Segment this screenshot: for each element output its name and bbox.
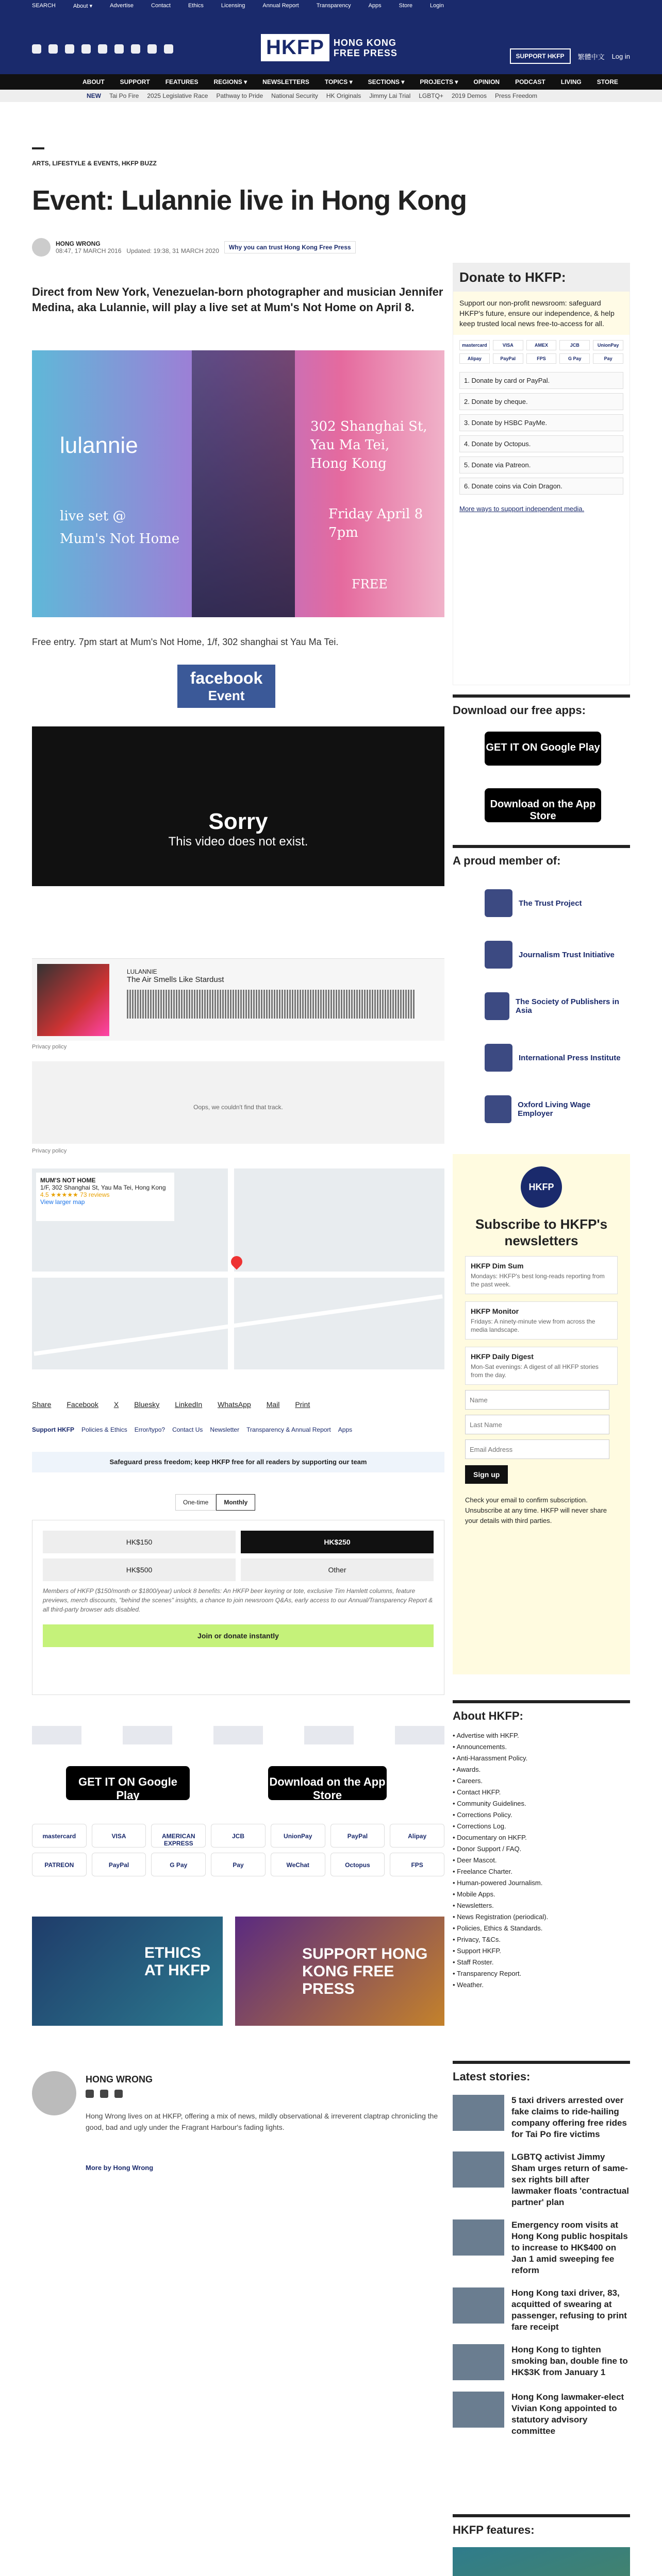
share-facebook[interactable]: Facebook xyxy=(67,1400,98,1409)
nav-features[interactable]: FEATURES xyxy=(165,78,198,86)
payment-logo: G Pay xyxy=(151,1853,206,1876)
login-link[interactable]: Login xyxy=(429,3,444,9)
poster-hour: 7pm xyxy=(328,525,358,540)
card-logo: Pay xyxy=(593,353,623,364)
member-ipi[interactable] xyxy=(485,1041,624,1075)
story-item[interactable] xyxy=(453,2095,630,2140)
story-item[interactable] xyxy=(453,2151,630,2208)
track-title[interactable]: The Air Smells Like Stardust xyxy=(127,975,224,984)
one-time-option[interactable]: One-time xyxy=(175,1494,216,1511)
newsletter-desc: Fridays: A ninety-minute view from across the media landscape. xyxy=(471,1318,595,1333)
event-label: Event xyxy=(208,688,245,703)
map-road xyxy=(228,1168,234,1369)
poster-free: FREE xyxy=(352,577,388,591)
card-logo: mastercard xyxy=(459,340,490,350)
donate-options xyxy=(453,369,630,502)
donate-option[interactable]: 3. Donate by HSBC PayMe. xyxy=(459,414,623,431)
jti-icon xyxy=(485,941,512,969)
app-store-button[interactable]: Download on the App Store xyxy=(268,1766,387,1800)
card-logo: PayPal xyxy=(493,353,523,364)
story-thumbnail xyxy=(453,2287,504,2324)
newsletter-desc: Mon-Sat evenings: A digest of all HKFP stories from the day. xyxy=(471,1363,599,1379)
amount-option-selected[interactable]: HK$250 xyxy=(241,1531,434,1553)
partner-logos xyxy=(32,1726,444,1747)
article-paragraph: Free entry. 7pm start at Mum's Not Home, 1/f, 302 shanghai st Yau Ma Tei. xyxy=(32,637,339,647)
soundcloud-embed[interactable] xyxy=(32,958,444,1041)
store-link[interactable]: Store xyxy=(399,3,412,9)
trending-item[interactable]: Tai Po Fire xyxy=(109,92,139,99)
about-item[interactable]: • News Registration (periodical). xyxy=(453,1911,630,1923)
more-by-author-link[interactable]: More by Hong Wrong xyxy=(86,2164,154,2172)
author-bio: Hong Wrong lives on at HKFP, offering a mix of news, mildly observational & irreverent claptrap chronicling the good, bad and ugly under the Fragrant Harbour's fading lights. xyxy=(86,2112,438,2131)
membership-note: Members of HKFP ($150/month or $1800/year) unlock 8 benefits: An HKFP beer keyring or tote, exclusive Tim Hamlett columns, feature previews, merch discounts, "behind the scenes" insights, a chance to join newsroom Q&As, early access to our Annual/Transparency Report & all third-party browser ads disabled. xyxy=(43,1587,433,1613)
poster-time xyxy=(328,505,423,542)
video-embed[interactable] xyxy=(32,726,444,886)
amount-option[interactable]: HK$150 xyxy=(43,1531,236,1553)
donation-form xyxy=(32,1520,444,1695)
member-living-wage[interactable] xyxy=(485,1092,624,1126)
annual-report-link[interactable]: Annual Report xyxy=(262,3,299,9)
header-login-link[interactable]: Log in xyxy=(611,52,630,60)
author-box-name[interactable]: HONG WRONG xyxy=(86,2074,153,2084)
story-thumbnail xyxy=(453,2151,504,2188)
instagram-icon[interactable] xyxy=(65,44,74,54)
social-links xyxy=(32,44,173,54)
newsletter-title: Subscribe to HKFP's newsletters xyxy=(475,1216,608,1248)
nav-opinion[interactable]: OPINION xyxy=(473,78,500,86)
publish-date: 08:47, 17 MARCH 2016 xyxy=(56,247,122,255)
about-item[interactable]: • Policies, Ethics & Standards. xyxy=(453,1923,630,1934)
poster-address xyxy=(310,417,427,473)
about-item[interactable]: • Donor Support / FAQ. xyxy=(453,1843,630,1855)
facebook-wordmark: facebook xyxy=(190,669,263,687)
payment-logo: VISA xyxy=(92,1824,146,1848)
share-print[interactable]: Print xyxy=(295,1400,310,1409)
story-headline[interactable]: Hong Kong lawmaker-elect Vivian Kong appointed to statutory advisory committee xyxy=(511,2392,624,2436)
nav-living[interactable]: LIVING xyxy=(560,78,582,86)
story-item[interactable] xyxy=(453,2219,630,2276)
track-artwork xyxy=(37,964,109,1036)
about-item[interactable]: • Corrections Log. xyxy=(453,1821,630,1832)
donate-option[interactable]: 6. Donate coins via Coin Dragon. xyxy=(459,478,623,495)
track-missing-embed: Oops, we couldn't find that track. xyxy=(32,1061,444,1144)
trending-item[interactable]: Press Freedom xyxy=(494,92,538,99)
youtube-icon[interactable] xyxy=(131,44,140,54)
member-jti[interactable] xyxy=(485,938,624,972)
member-label: Journalism Trust Initiative xyxy=(519,950,615,959)
nav-about[interactable]: ABOUT xyxy=(82,78,105,86)
newsletter-option[interactable] xyxy=(465,1347,618,1385)
share-linkedin[interactable]: LinkedIn xyxy=(175,1400,203,1409)
trending-item[interactable]: 2025 Legislative Race xyxy=(147,92,208,99)
sopa-icon xyxy=(485,992,509,1020)
poster-date: Friday April 8 xyxy=(328,506,423,522)
donate-intro[interactable]: Support our non-profit newsroom: safeguard HKFP's future, ensure our independence, & help keep trusted local news free-to-access for all. xyxy=(453,292,630,335)
share-bluesky[interactable]: Bluesky xyxy=(134,1400,160,1409)
contact-link[interactable]: Contact xyxy=(151,3,171,9)
about-item[interactable]: • Announcements. xyxy=(453,1741,630,1753)
member-section xyxy=(453,845,630,868)
nav-store[interactable]: STORE xyxy=(597,78,618,86)
trending-bar xyxy=(0,90,662,102)
linkedin-icon[interactable] xyxy=(114,44,124,54)
amount-other[interactable]: Other xyxy=(241,1558,434,1581)
story-thumbnail xyxy=(453,2392,504,2428)
member-trust-project[interactable] xyxy=(485,886,624,920)
author-avatar[interactable] xyxy=(32,238,51,257)
track-artist[interactable]: LULANNIE xyxy=(127,968,157,975)
living-wage-logo[interactable] xyxy=(395,1726,444,1744)
footer-link[interactable]: Error/typo? xyxy=(134,1426,166,1433)
about-item[interactable]: • Privacy, T&Cs. xyxy=(453,1934,630,1945)
title-rule xyxy=(32,147,44,149)
logo-mark: HKFP xyxy=(261,34,329,61)
about-item[interactable]: • Human-powered Journalism. xyxy=(453,1877,630,1889)
story-headline[interactable]: 5 taxi drivers arrested over fake claims to ride-hailing company offering free rides for Tai Po fire victims xyxy=(511,2095,627,2139)
story-item[interactable] xyxy=(453,2287,630,2333)
card-logo: FPS xyxy=(526,353,557,364)
share-label: Share xyxy=(32,1400,52,1409)
sidebar-app-store-button[interactable]: Download on the App Store xyxy=(485,788,601,822)
map-place-card xyxy=(36,1173,174,1221)
map-place-rating: 4.5 ★★★★★ 73 reviews xyxy=(40,1191,110,1198)
amount-option[interactable]: HK$500 xyxy=(43,1558,236,1581)
last-name-input[interactable] xyxy=(465,1415,609,1434)
transparency-link[interactable]: Transparency xyxy=(316,3,351,9)
map-road xyxy=(32,1272,444,1278)
nav-projects[interactable]: PROJECTS ▾ xyxy=(420,78,458,86)
monthly-option[interactable]: Monthly xyxy=(216,1494,255,1511)
byline xyxy=(32,238,356,257)
card-logo: VISA xyxy=(493,340,523,350)
nav-support[interactable]: SUPPORT xyxy=(120,78,150,86)
map-place-address: 1/F, 302 Shanghai St, Yau Ma Tei, Hong Kong xyxy=(40,1184,166,1191)
payment-logo: FPS xyxy=(390,1853,444,1876)
site-logo[interactable] xyxy=(261,34,398,61)
donate-option[interactable]: 5. Donate via Patreon. xyxy=(459,456,623,473)
view-larger-map-link[interactable]: View larger map xyxy=(40,1198,85,1206)
about-item[interactable]: • Contact HKFP. xyxy=(453,1787,630,1798)
member-title: A proud member of: xyxy=(453,845,630,868)
donate-option[interactable]: 4. Donate by Octopus. xyxy=(459,435,623,452)
newsletter-widget xyxy=(453,1154,630,1674)
poster-name: lulannie xyxy=(60,433,138,458)
join-donate-button[interactable]: Join or donate instantly xyxy=(43,1624,434,1647)
payment-logo: UnionPay xyxy=(271,1824,325,1848)
payment-logo: AMERICAN EXPRESS xyxy=(151,1824,206,1848)
logo-text xyxy=(334,38,398,58)
mastodon-icon[interactable] xyxy=(147,44,157,54)
support-promo[interactable]: SUPPORT HONG KONG FREE PRESS xyxy=(235,1917,444,2026)
jti-logo[interactable] xyxy=(123,1726,172,1744)
article-title: Event: Lulannie live in Hong Kong xyxy=(32,185,467,216)
nav-sections[interactable]: SECTIONS ▾ xyxy=(368,78,405,86)
trending-item[interactable]: Pathway to Pride xyxy=(216,92,263,99)
payment-logo: Octopus xyxy=(330,1853,385,1876)
member-label: Oxford Living Wage Employer xyxy=(518,1100,591,1118)
nav-topics[interactable]: TOPICS ▾ xyxy=(324,78,353,86)
footer-link[interactable]: Policies & Ethics xyxy=(81,1426,127,1433)
trending-item[interactable]: National Security xyxy=(271,92,318,99)
about-item[interactable]: • Support HKFP. xyxy=(453,1945,630,1957)
hkfp-features xyxy=(453,2514,630,2576)
footer-link[interactable]: Contact Us xyxy=(172,1426,203,1433)
share-whatsapp[interactable]: WhatsApp xyxy=(218,1400,251,1409)
track-meta xyxy=(127,968,224,984)
about-item[interactable]: • Community Guidelines. xyxy=(453,1798,630,1809)
author-social xyxy=(86,2090,123,2098)
share-x[interactable]: X xyxy=(113,1400,119,1409)
sidebar-google-play-button[interactable]: GET IT ON Google Play xyxy=(485,732,601,766)
search-link[interactable]: SEARCH xyxy=(32,3,56,9)
payment-logo: Pay xyxy=(211,1853,266,1876)
member-sopa[interactable] xyxy=(485,989,624,1023)
about-item[interactable]: • Deer Mascot. xyxy=(453,1855,630,1866)
ipi-icon xyxy=(485,1044,512,1072)
author-box-avatar[interactable] xyxy=(32,2071,76,2115)
about-item[interactable]: • Transparency Report. xyxy=(453,1968,630,1979)
google-map-embed[interactable] xyxy=(32,1168,444,1369)
story-thumbnail xyxy=(453,2344,504,2380)
card-logo: Alipay xyxy=(459,353,490,364)
advertise-link[interactable]: Advertise xyxy=(110,3,134,9)
facebook-icon[interactable] xyxy=(86,2090,94,2098)
new-label: NEW xyxy=(87,92,101,99)
hkfp-badge: HKFP xyxy=(521,1166,562,1208)
payment-logo: PayPal xyxy=(330,1824,385,1848)
payment-logo: JCB xyxy=(211,1824,266,1848)
about-item[interactable]: • Corrections Policy. xyxy=(453,1809,630,1821)
poster-addr-line: 302 Shanghai St, xyxy=(310,419,427,434)
trending-item[interactable]: 2019 Demos xyxy=(451,92,487,99)
newsletter-name: HKFP Daily Digest xyxy=(471,1352,534,1361)
about-item[interactable]: • Anti-Harassment Policy. xyxy=(453,1753,630,1764)
footer-link[interactable]: Newsletter xyxy=(210,1426,240,1433)
poster-addr-line: Hong Kong xyxy=(310,456,387,471)
about-menu[interactable]: About ▾ xyxy=(73,3,93,9)
member-label: International Press Institute xyxy=(519,1053,621,1062)
card-logo: JCB xyxy=(559,340,590,350)
article-categories[interactable]: ARTS, LIFESTYLE & EVENTS, HKFP BUZZ xyxy=(32,160,157,167)
payment-logo: PATREON xyxy=(32,1853,87,1876)
bluesky-icon[interactable] xyxy=(98,44,107,54)
newsletter-name: HKFP Monitor xyxy=(471,1307,519,1315)
stories-title: Latest stories: xyxy=(453,2061,630,2083)
header-actions xyxy=(510,48,630,64)
about-item[interactable]: • Documentary on HKFP. xyxy=(453,1832,630,1843)
member-label: The Trust Project xyxy=(519,899,582,908)
more-ways-link[interactable]: More ways to support independent media. xyxy=(459,505,585,513)
apps-link[interactable]: Apps xyxy=(368,3,382,9)
language-link[interactable]: 繁體中文 xyxy=(577,53,605,61)
author-box xyxy=(32,2071,444,2184)
card-logo: AMEX xyxy=(526,340,557,350)
story-thumbnail xyxy=(453,2095,504,2131)
donate-cards xyxy=(453,335,630,369)
about-item[interactable]: • Mobile Apps. xyxy=(453,1889,630,1900)
donate-widget xyxy=(453,263,630,685)
trending-item[interactable]: LGBTQ+ xyxy=(419,92,443,99)
article-lede: Direct from New York, Venezuelan-born photographer and musician Jennifer Medina, aka Lulannie, will play a live set at Mum's Not Home on April 8. xyxy=(32,285,443,314)
article-footer-links xyxy=(32,1426,352,1433)
trust-link[interactable]: Why you can trust Hong Kong Free Press xyxy=(224,241,356,253)
updated-date: Updated: 19:38, 31 MARCH 2020 xyxy=(126,247,219,255)
signup-button[interactable]: Sign up xyxy=(465,1465,508,1484)
top-bar xyxy=(0,0,662,11)
nav-regions[interactable]: REGIONS ▾ xyxy=(213,78,247,86)
about-list xyxy=(453,1730,630,1991)
apps-section xyxy=(453,694,630,717)
about-item[interactable]: • Freelance Charter. xyxy=(453,1866,630,1877)
ethics-promo[interactable]: ETHICS AT HKFP xyxy=(32,1917,223,2026)
member-label: The Society of Publishers in Asia xyxy=(516,997,619,1015)
event-poster-image xyxy=(32,350,444,617)
linkedin-icon[interactable] xyxy=(114,2090,123,2098)
video-sorry: Sorry xyxy=(208,809,268,834)
share-mail[interactable]: Mail xyxy=(266,1400,280,1409)
email-input[interactable] xyxy=(465,1439,609,1459)
feature-item[interactable] xyxy=(453,2547,630,2576)
living-wage-icon xyxy=(485,1095,511,1123)
story-headline[interactable]: Hong Kong taxi driver, 83, acquitted of swearing at passenger, refusing to print fare receipt xyxy=(511,2288,627,2332)
performer-silhouette xyxy=(192,350,295,617)
threads-icon[interactable] xyxy=(81,44,91,54)
email-icon[interactable] xyxy=(164,44,173,54)
poster-live: live set @ xyxy=(60,509,126,524)
about-title: About HKFP: xyxy=(453,1700,630,1723)
about-item[interactable]: • Advertise with HKFP. xyxy=(453,1730,630,1741)
trending-item[interactable]: HK Originals xyxy=(326,92,361,99)
newsletter-name: HKFP Dim Sum xyxy=(471,1262,524,1270)
story-headline[interactable]: Hong Kong to tighten smoking ban, double fine to HK$3K from January 1 xyxy=(511,2345,628,2377)
privacy-policy-link[interactable]: Privacy policy xyxy=(32,1148,67,1154)
support-hkfp-button[interactable]: SUPPORT HKFP xyxy=(510,48,571,64)
footer-link[interactable]: Transparency & Annual Report xyxy=(246,1426,331,1433)
features-title: HKFP features: xyxy=(453,2514,630,2537)
about-item[interactable]: • Careers. xyxy=(453,1775,630,1787)
map-place-name: MUM'S NOT HOME xyxy=(40,1177,96,1184)
payment-logo: WeChat xyxy=(271,1853,325,1876)
amount-row xyxy=(43,1558,434,1581)
nav-newsletters[interactable]: NEWSLETTERS xyxy=(262,78,309,86)
track-waveform[interactable] xyxy=(127,990,416,1019)
donate-option[interactable]: 2. Donate by cheque. xyxy=(459,393,623,410)
card-logo: G Pay xyxy=(559,353,590,364)
logo-line-1: HONG KONG xyxy=(333,37,396,48)
about-section xyxy=(453,1700,630,1991)
newsletter-option[interactable] xyxy=(465,1256,618,1294)
poster-venue-name: Mum's Not Home xyxy=(60,531,180,547)
byline-text xyxy=(56,240,219,255)
frequency-toggle xyxy=(175,1494,255,1511)
apps-title: Download our free apps: xyxy=(453,694,630,717)
google-play-button[interactable]: GET IT ON Google Play xyxy=(66,1766,190,1800)
amount-row xyxy=(43,1531,434,1553)
newsletter-desc: Mondays: HKFP's best long-reads reporting from the past week. xyxy=(471,1273,605,1288)
x-icon[interactable] xyxy=(100,2090,108,2098)
donate-title: Donate to HKFP: xyxy=(453,263,630,292)
map-road xyxy=(34,1294,442,1355)
main-nav xyxy=(0,74,662,90)
about-item[interactable]: • Awards. xyxy=(453,1764,630,1775)
author-name[interactable]: HONG WRONG xyxy=(56,240,101,247)
sopa-logo[interactable] xyxy=(213,1726,263,1744)
story-headline[interactable]: LGBTQ activist Jimmy Sham urges return of same-sex rights bill after lawmaker floats 'contractual partner' plan xyxy=(511,2152,629,2207)
trending-item[interactable]: Jimmy Lai Trial xyxy=(369,92,411,99)
logo-line-2: FREE PRESS xyxy=(333,47,398,58)
newsletter-option[interactable] xyxy=(465,1301,618,1340)
about-item[interactable]: • Newsletters. xyxy=(453,1900,630,1911)
licensing-link[interactable]: Licensing xyxy=(221,3,245,9)
story-thumbnail xyxy=(453,2219,504,2256)
facebook-event-button[interactable] xyxy=(177,665,275,708)
poster-addr-line: Yau Ma Tei, xyxy=(310,437,390,453)
trust-project-logo[interactable] xyxy=(32,1726,81,1744)
payment-logo: PayPal xyxy=(92,1853,146,1876)
story-item[interactable] xyxy=(453,2344,630,2380)
story-headline[interactable]: Emergency room visits at Hong Kong public hospitals to increase to HK$400 on Jan 1 amid sweeping fee reform xyxy=(511,2220,628,2275)
card-logo: UnionPay xyxy=(593,340,623,350)
payment-logo: Alipay xyxy=(390,1824,444,1848)
ethics-link[interactable]: Ethics xyxy=(188,3,204,9)
about-item[interactable]: • Weather. xyxy=(453,1979,630,1991)
payment-methods xyxy=(32,1824,444,1876)
share-row xyxy=(32,1400,310,1409)
feature-image xyxy=(453,2547,630,2576)
story-item[interactable] xyxy=(453,2392,630,2437)
trust-project-icon xyxy=(485,889,512,917)
newsletter-fineprint: Check your email to confirm subscription. Unsubscribe at any time. HKFP will never share your details with third parties. xyxy=(465,1496,607,1524)
x-icon[interactable] xyxy=(32,44,41,54)
nav-podcast[interactable]: PODCAST xyxy=(515,78,545,86)
support-banner[interactable]: Safeguard press freedom; keep HKFP free for all readers by supporting our team xyxy=(32,1452,444,1472)
footer-link[interactable]: Apps xyxy=(338,1426,353,1433)
about-item[interactable]: • Staff Roster. xyxy=(453,1957,630,1968)
latest-stories xyxy=(453,2061,630,2437)
ipi-logo[interactable] xyxy=(304,1726,354,1744)
facebook-icon[interactable] xyxy=(48,44,58,54)
privacy-policy-link[interactable]: Privacy policy xyxy=(32,1044,67,1050)
footer-link[interactable]: Support HKFP xyxy=(32,1426,74,1433)
poster-venue xyxy=(60,505,179,550)
first-name-input[interactable] xyxy=(465,1390,609,1410)
donate-option[interactable]: 1. Donate by card or PayPal. xyxy=(459,372,623,389)
video-error: This video does not exist. xyxy=(168,835,308,849)
payment-logo: mastercard xyxy=(32,1824,87,1848)
site-header xyxy=(0,11,662,74)
